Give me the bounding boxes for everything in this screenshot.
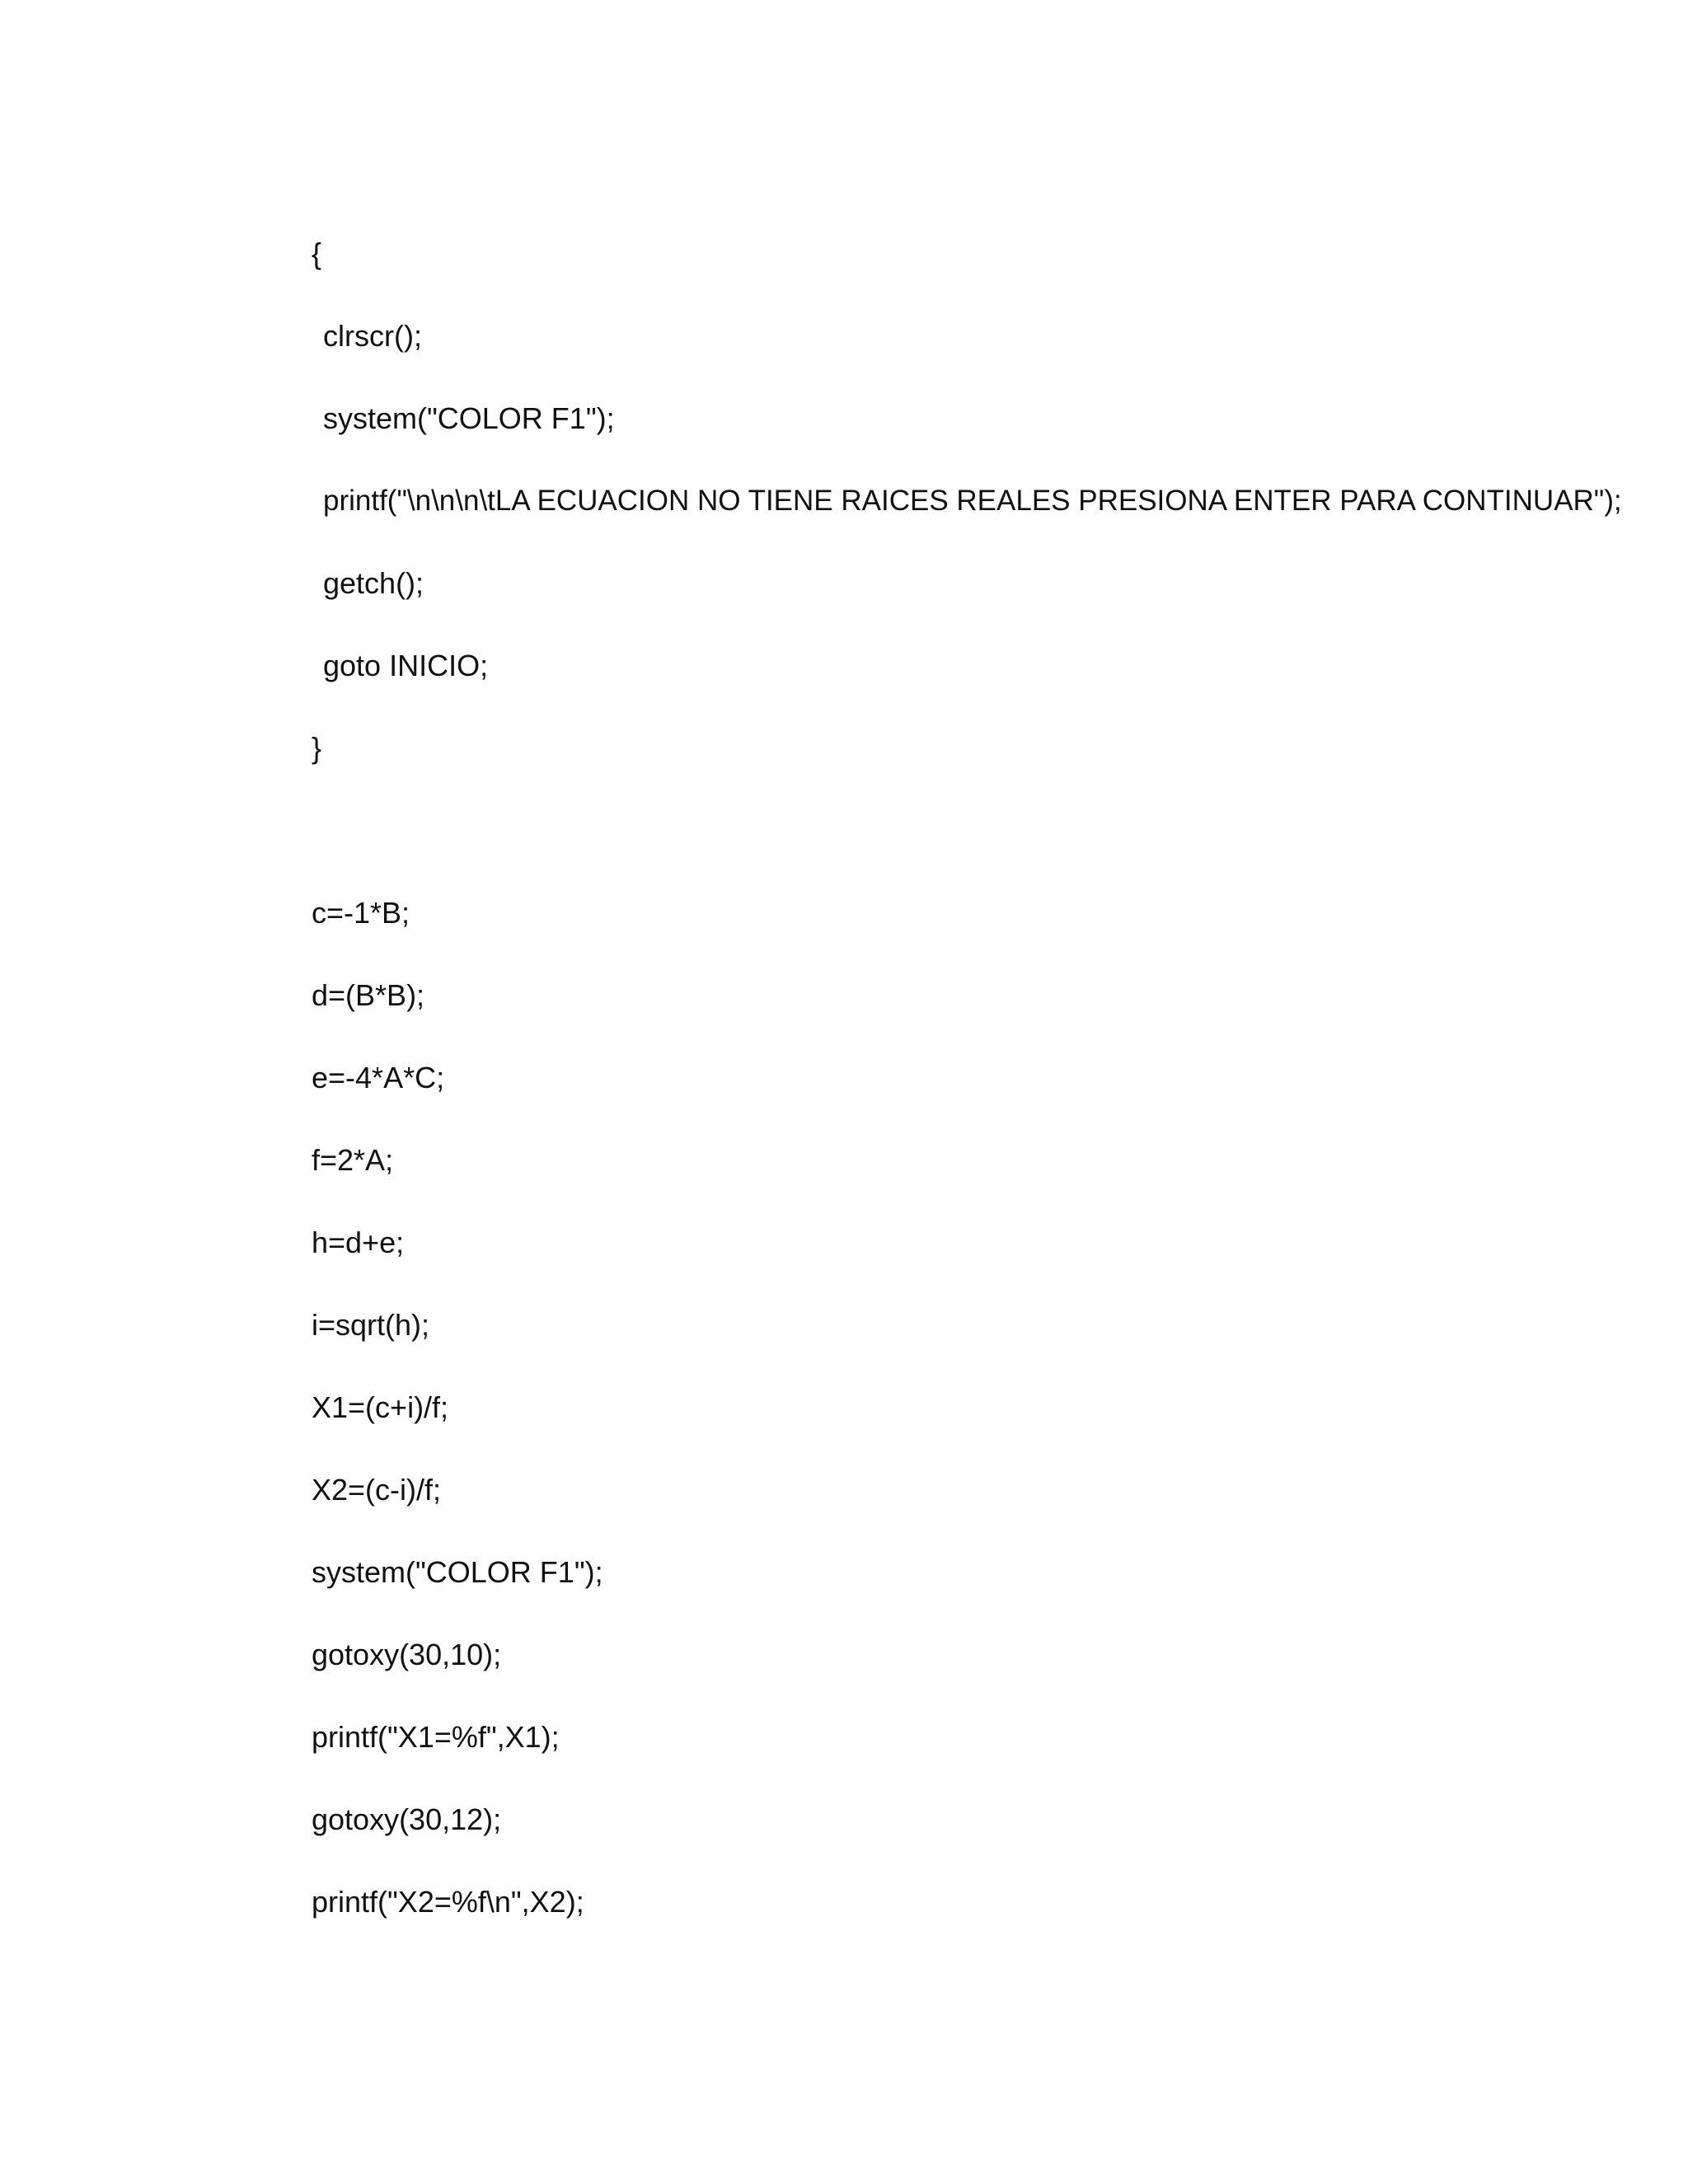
code-line-printf-message: printf("\n\n\n\tLA ECUACION NO TIENE RAICES REALES PRESIONA ENTER PARA CONTINUAR");	[323, 485, 1622, 517]
code-line-h-assign: h=d+e;	[312, 1226, 405, 1259]
code-line-system-color: system("COLOR F1");	[323, 401, 615, 435]
code-line-open-brace: {	[312, 237, 322, 270]
code-line-e-assign: e=-4*A*C;	[312, 1061, 445, 1094]
code-line-i-assign: i=sqrt(h);	[312, 1308, 430, 1342]
code-line-getch: getch();	[323, 566, 424, 600]
code-line-f-assign: f=2*A;	[312, 1143, 394, 1177]
code-line-c-assign: c=-1*B;	[312, 896, 410, 930]
code-line-printf-x2: printf("X2=%f\n",X2);	[312, 1885, 584, 1919]
code-line-clrscr: clrscr();	[323, 319, 422, 353]
code-line-x2-assign: X2=(c-i)/f;	[312, 1473, 442, 1507]
code-line-d-assign: d=(B*B);	[312, 978, 425, 1012]
code-line-printf-x1: printf("X1=%f",X1);	[312, 1720, 560, 1754]
code-line-close-brace: }	[312, 731, 322, 765]
code-line-gotoxy-1: gotoxy(30,10);	[312, 1638, 502, 1671]
code-line-goto-inicio: goto INICIO;	[323, 649, 489, 682]
code-line-x1-assign: X1=(c+i)/f;	[312, 1390, 449, 1424]
code-line-system-color-2: system("COLOR F1");	[312, 1555, 603, 1589]
code-line-gotoxy-2: gotoxy(30,12);	[312, 1802, 502, 1836]
